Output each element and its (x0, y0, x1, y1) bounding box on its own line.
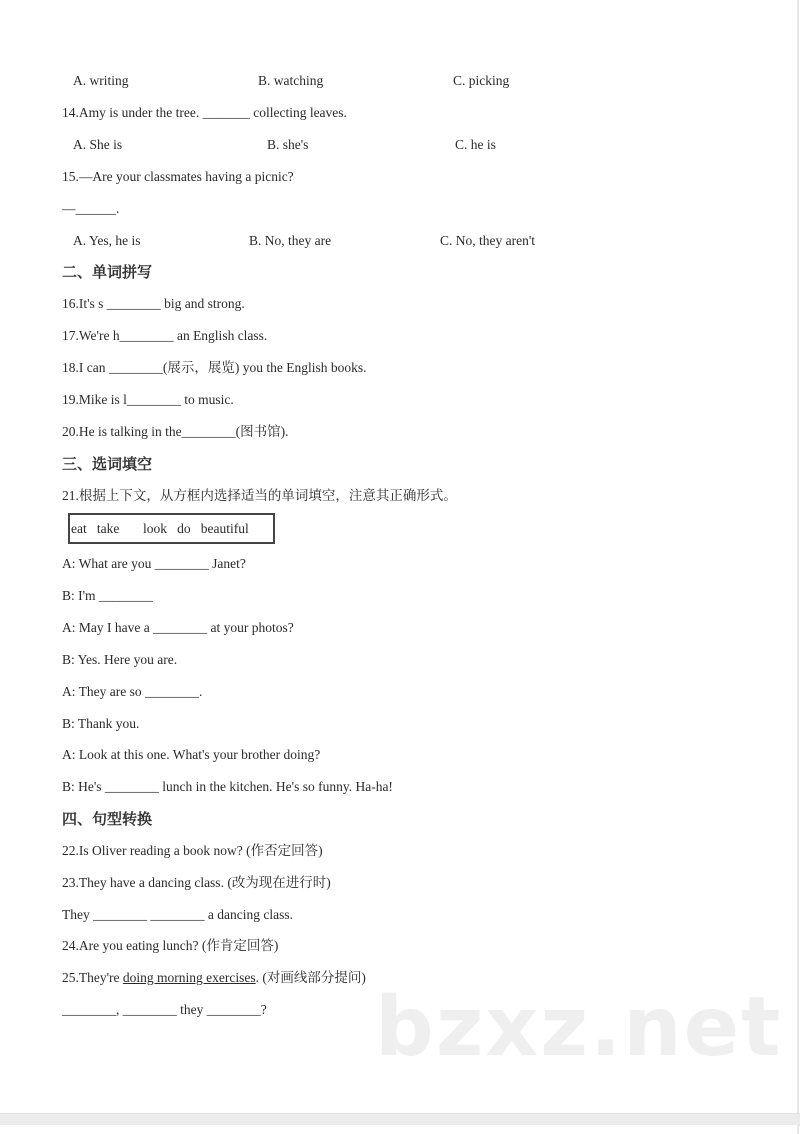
q14-option-b: B. she's (267, 137, 309, 152)
q18: 18.I can ________(展示，展览) you the English books. (62, 360, 367, 375)
q15-stem: 15.—Are your classmates having a picnic? (62, 169, 294, 184)
q20: 20.He is talking in the________(图书馆). (62, 424, 289, 439)
q13-option-c: C. picking (453, 73, 510, 88)
q14-option-c: C. he is (455, 137, 496, 152)
q15-option-a: A. Yes, he is (73, 233, 141, 248)
q13-option-b: B. watching (258, 73, 324, 88)
dialogue-line-5: A: They are so ________. (62, 684, 203, 699)
section4-heading: 四、句型转换 (62, 810, 153, 828)
watermark: bzxz.net (375, 980, 783, 1075)
q16: 16.It's s ________ big and strong. (62, 296, 245, 311)
q23: 23.They have a dancing class. (改为现在进行时) (62, 875, 331, 890)
q25-answer: ________, ________ they ________? (62, 1002, 267, 1017)
q25-prefix: 25.They're (62, 970, 123, 985)
dialogue-line-7: A: Look at this one. What's your brother doing? (62, 747, 321, 762)
section3-heading: 三、选词填空 (62, 455, 153, 473)
q22: 22.Is Oliver reading a book now? (作否定回答) (62, 843, 323, 858)
q13-option-a: A. writing (73, 73, 129, 88)
dialogue-line-8: B: He's ________ lunch in the kitchen. He's so funny. Ha-ha! (62, 779, 393, 794)
q21-instruction: 21.根据上下文，从方框内选择适当的单词填空，注意其正确形式。 (62, 488, 457, 503)
q24: 24.Are you eating lunch? (作肯定回答) (62, 938, 279, 953)
q19: 19.Mike is l________ to music. (62, 392, 234, 407)
word-bank-box: eat take look do beautiful (68, 513, 275, 544)
next-page-top (0, 1125, 799, 1134)
q15-option-b: B. No, they are (249, 233, 332, 248)
q14-stem: 14.Amy is under the tree. _______ collecting leaves. (62, 105, 347, 120)
q15-option-c: C. No, they aren't (440, 233, 536, 248)
dialogue-line-1: A: What are you ________ Janet? (62, 556, 246, 571)
dialogue-line-6: B: Thank you. (62, 716, 140, 731)
q25-underlined-phrase: doing morning exercises (122, 970, 256, 985)
q14-option-a: A. She is (73, 137, 123, 152)
q17: 17.We're h________ an English class. (62, 328, 268, 343)
dialogue-line-4: B: Yes. Here you are. (62, 652, 178, 667)
q25-suffix: . (对画线部分提问) (255, 970, 366, 985)
dialogue-line-3: A: May I have a ________ at your photos? (62, 620, 294, 635)
q23-answer: They ________ ________ a dancing class. (62, 907, 293, 922)
section2-heading: 二、单词拼写 (62, 263, 153, 281)
dialogue-line-2: B: I'm ________ (62, 588, 153, 603)
q15-answer-line: —______. (62, 201, 120, 216)
q25 (62, 969, 366, 987)
